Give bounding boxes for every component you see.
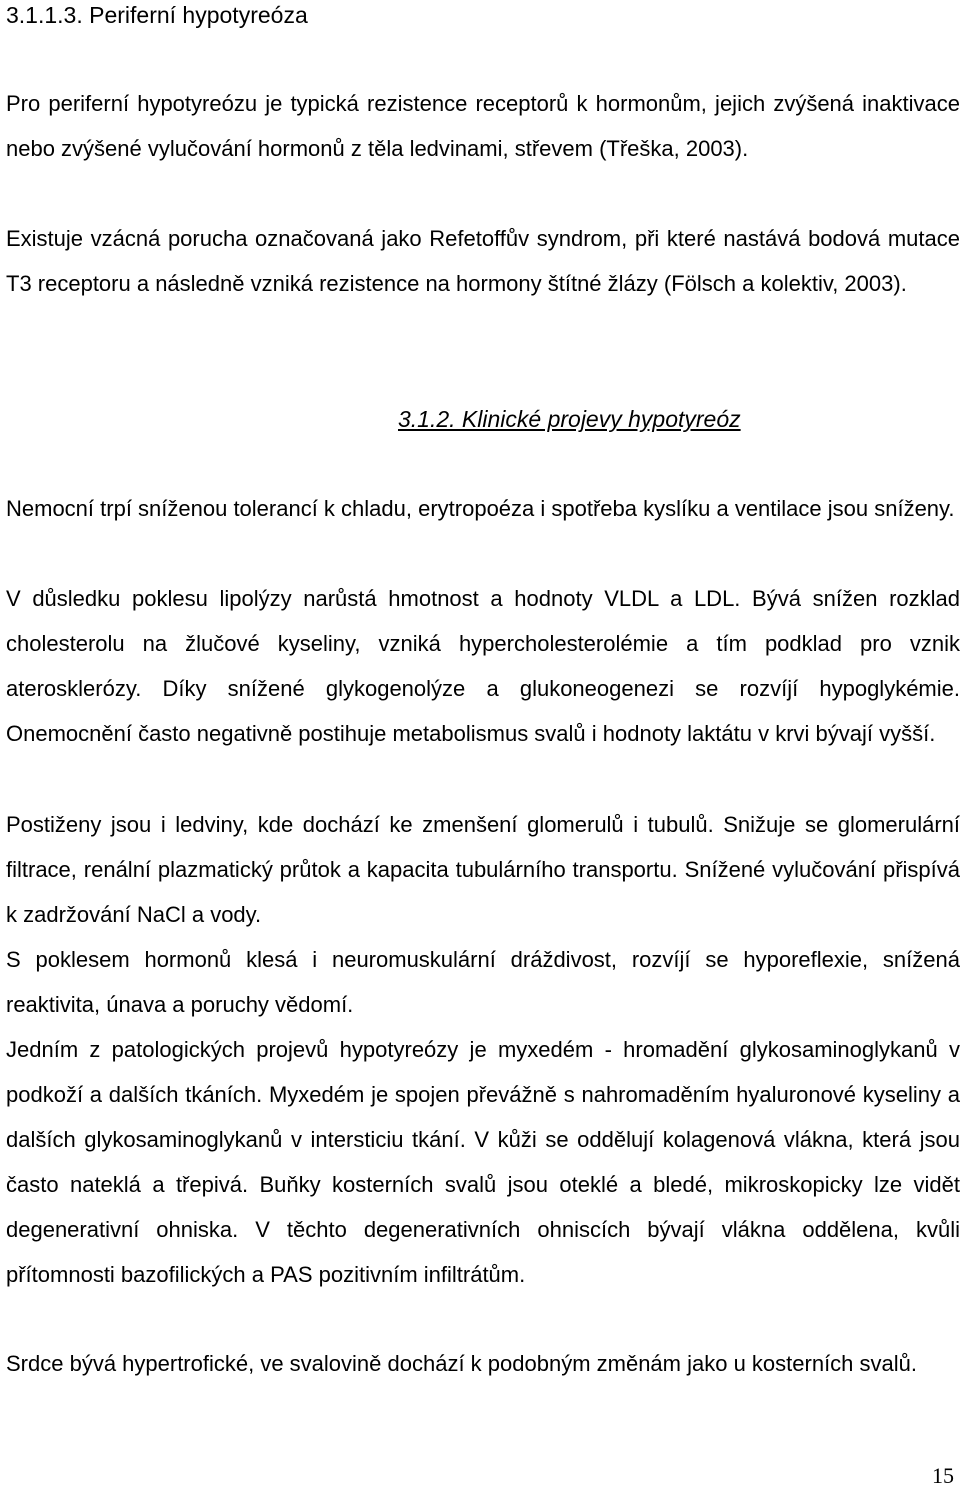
paragraph-peripheral-hypothyroidism: Pro periferní hypotyreózu je typická rezistence receptorů k hormonům, jejich zvýšená inaktivace nebo zvýšené vylučování hormonů z těla ledvinami, střevem (Třeška, 2003).	[6, 91, 960, 161]
section-heading: 3.1.1.3. Periferní hypotyreóza	[6, 2, 308, 28]
paragraph-refetoff-syndrome: Existuje vzácná porucha označovaná jako Refetoffův syndrom, při které nastává bodová mutace T3 receptoru a následně vzniká rezistence na hormony štítné žlázy (Fölsch a kolektiv, 2003).	[6, 226, 960, 296]
paragraph-metabolism: V důsledku poklesu lipolýzy narůstá hmotnost a hodnoty VLDL a LDL. Bývá snížen rozklad cholesterolu na žlučové kyseliny, vzniká hypercholesterolémie a tím podklad pro vznik aterosklerózy. Díky snížené glykogenolýze a glukoneogenezi se rozvíjí hypoglykémie. Onemocnění často negativně postihuje metabolismus svalů i hodnoty laktátu v krvi bývají vyšší.	[6, 586, 960, 746]
paragraph-kidneys: Postiženy jsou i ledviny, kde dochází ke zmenšení glomerulů i tubulů. Snižuje se glomerulární filtrace, renální plazmatický průtok a kapacita tubulárního transportu. Snížené vylučování přispívá k zadržování NaCl a vody.	[6, 812, 960, 927]
paragraph-cold-tolerance: Nemocní trpí sníženou tolerancí k chladu, erytropoéza i spotřeba kyslíku a ventilace jsou sníženy.	[6, 496, 955, 521]
page-number: 15	[932, 1463, 954, 1488]
paragraph-myxedema: Jedním z patologických projevů hypotyreózy je myxedém - hromadění glykosaminoglykanů v podkoží a dalších tkáních. Myxedém je spojen převážně s nahromaděním hyaluronové kyseliny a dalších glykosaminoglykanů v intersticiu tkání. V kůži se oddělují kolagenová vlákna, která jsou často nateklá a třepivá. Buňky kosterních svalů jsou oteklé a bledé, mikroskopicky lze vidět degenerativní ohniska. V těchto degenerativních ohniscích bývají vlákna oddělena, kvůli přítomnosti bazofilických a PAS pozitivním infiltrátům.	[6, 1037, 960, 1287]
paragraph-heart: Srdce bývá hypertrofické, ve svalovině dochází k podobným změnám jako u kosterních svalů.	[6, 1351, 918, 1376]
paragraph-neuromuscular: S poklesem hormonů klesá i neuromuskulární dráždivost, rozvíjí se hyporeflexie, snížená reaktivita, únava a poruchy vědomí.	[6, 947, 960, 1017]
subsection-heading: 3.1.2. Klinické projevy hypotyreóz	[398, 406, 741, 432]
